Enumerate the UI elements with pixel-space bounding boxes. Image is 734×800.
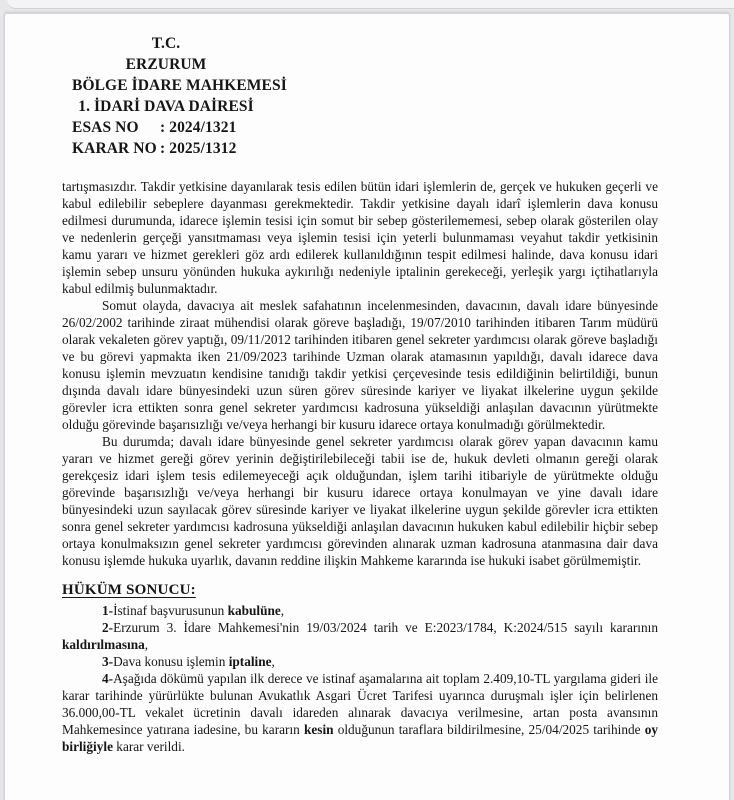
- text: ,: [144, 637, 149, 652]
- case-number-value: : 2025/1312: [160, 140, 237, 157]
- body-paragraph: [62, 433, 658, 569]
- text: karar verildi.: [112, 739, 185, 754]
- ruling-item: [62, 619, 658, 653]
- text: olduğunun taraflara bildirilmesine, 25/04/2025 tarihinde: [333, 722, 645, 737]
- ruling-items: [62, 602, 658, 755]
- case-number-label: ESAS NO: [72, 119, 139, 136]
- text: Somut olayda, davacıya ait meslek safahatının incelenmesinden, davacının, davalı idare bünyesinde 26/02/2002 tarihinde ziraat mühendisi olarak göreve başladığı, 19/07/2010 tarihinden itibaren Tarım müdürü olarak vekaleten görev yaptığı, 09/11/2012 tarihinden itibaren genel sekreter yardımcısı olarak göreve başladığı ve bu görevi yapmakta iken 21/09/2023 tarihinde Uzman olarak atamasının yapıldığı, davalı idarece dava konusu işlemin mevzuatın kendisine tanıdığı takdir yetkisi çerçevesinde tesis edildiğinin belirtildiği, bunun dışında davalı idare bünyesindeki uzun süren görev süresinde kariyer ve liyakat ilkelerine uygun şekilde görevler icra ettikten sonra genel sekreter yardımcısı kadrosuna yükseldiği anlaşılan davacının yürütmekte olduğu görevinde başarısızlığı ve/veya herhangi bir kusuru idarece ortaya konulmadığı görülmektedir.: [62, 298, 658, 432]
- bold-text: kesin: [303, 722, 334, 737]
- bold-text: iptaline: [228, 654, 272, 669]
- bold-text: 4-: [102, 671, 114, 686]
- case-numbers: [72, 117, 260, 159]
- ruling-item: [62, 653, 658, 670]
- ruling-item: [62, 602, 658, 619]
- court-decision-page: [4, 13, 730, 800]
- bold-text: 3-: [102, 654, 114, 669]
- bold-text: 2-: [102, 620, 114, 635]
- court-header-line: BÖLGE İDARE MAHKEMESİ: [72, 77, 287, 94]
- bold-text: kaldırılmasına: [62, 637, 145, 652]
- case-number-row: [72, 117, 260, 138]
- case-number-label: KARAR NO: [72, 140, 157, 157]
- text: Bu durumda; davalı idare bünyesinde genel sekreter yardımcısı olarak görev yapan davacının kamu yararı ve hizmet gereği görev yerinin değiştirilebileceği tabii ise de, hukuk devleti olmanın gereği olarak gerekçesiz idari işlem tesis edilemeyeceği açık olduğundan, işlem tarihi itibariyle de yürütmekte olduğu görevinde başarısızlığı ve/veya herhangi bir kusuru idarece ortaya konulmayan ve yine davalı idare bünyesindeki uzun sayılacak görev süresinde kariyer ve liyakat ilkelerine uygun şekilde görevler icra ettikten sonra genel sekreter yardımcısı kadrosuna yükseldiği anlaşılan davacının hukuken kabul edilebilir hiçbir sebep ortaya konulmaksızın genel sekreter yardımcısı görevinden alınarak uzman kadrosuna atanmasına dair dava konusu işlemde hukuka uyarlık, davanın reddine ilişkin Mahkeme kararında ise hukuki isabet görülmemiştir.: [62, 434, 658, 568]
- court-header-line: 1. İDARİ DAVA DAİRESİ: [78, 98, 254, 115]
- court-header-line: ERZURUM: [125, 56, 207, 73]
- decision-body: [62, 178, 658, 755]
- bold-text: kabulüne: [227, 603, 281, 618]
- text: Aşağıda dökümü yapılan ilk derece ve istinaf aşamalarına ait toplam 2.409,10-TL yargılama gideri ile karar tarihinde yürürlükte bulunan Avukatlık Asgari Ücret Tarifesi uyarınca duruşmalı işler için belirlenen 36.000,00-TL vekalet ücretinin davalı idareden alınarak davacıya verilmesine, artan posta avansının Mahkemesince yatırana iadesine, bu kararın: [62, 671, 658, 737]
- body-paragraphs: [62, 178, 658, 569]
- court-header: [72, 33, 287, 159]
- text: ,: [271, 654, 275, 669]
- text: Erzurum 3. İdare Mahkemesi'nin 19/03/2024 tarih ve E:2023/1784, K:2024/515 sayılı kararının: [113, 620, 658, 635]
- previous-page-edge: [7, 0, 734, 9]
- bold-text: 1-: [102, 603, 114, 618]
- text: tartışmasızdır. Takdir yetkisine dayanılarak tesis edilen bütün idari işlemlerin de, gerçek ve hukuken geçerli ve kabul edilebilir sebeplere dayanması gerekmektedir. Takdir yetkisine dayalı idarî işlemlerin dava konusu edilmesi durumunda, idarece işlemin tesisi için somut bir sebep gösterilememesi, sebep olarak gösterilen olay ve nedenlerin gerçeği yansıtmaması veya işlemin tesisi için yeterli bulunmaması veyahut takdir yetkisinin kamu yararı ve hizmet gerekleri göz ardı edilerek kullanıldığının tespit edilmesi halinde, dava konusu idari işlemin sebep unsuru yönünden hukuka aykırılığı nedeniyle iptalinin gerekeceği, yerleşik yargı içtihatlarıyla kabul edilmiş bulunmaktadır.: [62, 179, 658, 296]
- court-header-lines: [72, 33, 287, 117]
- case-number-row: [72, 138, 260, 159]
- text: Dava konusu işlemin: [113, 654, 229, 669]
- body-paragraph: [62, 297, 658, 433]
- case-number-value: : 2024/1321: [160, 119, 237, 136]
- court-header-line: T.C.: [151, 35, 181, 52]
- text: ,: [280, 603, 285, 618]
- body-paragraph: [62, 178, 658, 297]
- ruling-heading: HÜKÜM SONUCU:: [62, 582, 196, 598]
- text: İstinaf başvurusunun: [113, 603, 228, 618]
- ruling-item: [62, 670, 658, 755]
- bold-text: oy birliğiyle: [62, 722, 658, 754]
